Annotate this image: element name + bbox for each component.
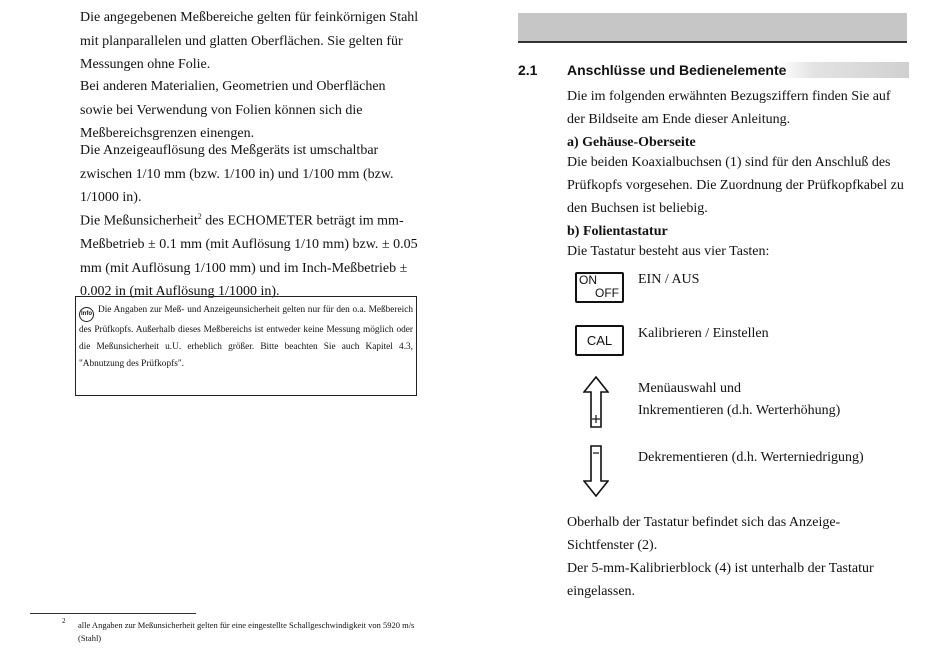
- down-arrow-minus-icon: [583, 445, 609, 497]
- paragraph-keypad-intro: Die Tastatur besteht aus vier Tasten:: [567, 244, 770, 259]
- paragraph-resolution: Die Anzeigeauflösung des Meßgeräts ist umschaltbar zwischen 1/10 mm (bzw. 1/100 in) und 1/100 mm (bzw. 1/1000 in).: [80, 143, 394, 205]
- uncertainty-rest: des ECHOMETER beträgt im mm-Meßbetrieb ± 0.1 mm (mit Auflösung 1/10 mm) bzw. ± 0.05 mm (mit Auflösung 1/100 mm) und im Inch-Meßbetrieb ± 0.002 in (mit Auflösung 1/1000 in).: [80, 213, 418, 300]
- increment-description-line2: Inkrementieren (d.h. Werterhöhung): [638, 403, 841, 418]
- increment-description-line1: Menüauswahl und: [638, 381, 742, 396]
- decrement-description: Dekrementieren (d.h. Werterniedrigung): [638, 450, 864, 465]
- paragraph-other-materials: Bei anderen Materialien, Geometrien und Oberflächen sowie bei Verwendung von Folien können sich die Meßbereichsgrenzen einengen.: [80, 79, 386, 141]
- page-header-bar: [518, 13, 907, 43]
- paragraph-measuring-ranges: Die angegebenen Meßbereiche gelten für feinkörnigen Stahl mit planparallelen und glatten Oberflächen. Sie gelten für Messungen ohne Folie.: [80, 10, 419, 72]
- section-number: 2.1: [518, 62, 538, 78]
- key-off-label: OFF: [595, 286, 619, 300]
- cal-description: Kalibrieren / Einstellen: [638, 326, 769, 341]
- up-arrow-plus-icon: [583, 376, 609, 428]
- info-box: [75, 296, 417, 396]
- paragraph-calibration-block: Der 5-mm-Kalibrierblock (4) ist unterhalb der Tastatur eingelassen.: [567, 561, 874, 599]
- subheading-membrane-keypad: b) Folientastatur: [567, 224, 668, 239]
- info-text: Die Angaben zur Meß- und Anzeigeunsicherheit gelten nur für den o.a. Meßbereich des Prüfkopfs. Außerhalb dieses Meßbereichs ist entweder keine Messung möglich oder die Meßunsicherheit u.U. erheblich größer. Bitte beachten Sie auch Kapitel 4.3, "Abnutzung des Prüfkopfs".: [79, 305, 413, 369]
- cal-key: CAL: [575, 325, 624, 356]
- paragraph-uncertainty: [80, 205, 420, 304]
- section-title: Anschlüsse und Bedienelemente: [567, 62, 909, 78]
- key-on-label: ON: [579, 273, 597, 287]
- footnote-number: 2: [62, 617, 66, 625]
- on-off-description: EIN / AUS: [638, 272, 700, 287]
- footnote-marker: 2: [197, 212, 202, 221]
- paragraph-intro: Die im folgenden erwähnten Bezugsziffern finden Sie auf der Bildseite am Ende dieser Anleitung.: [567, 89, 891, 127]
- paragraph-coax-sockets: Die beiden Koaxialbuchsen (1) sind für den Anschluß des Prüfkopfs vorgesehen. Die Zuordnung der Prüfkopfkabel zu den Buchsen ist beliebig.: [567, 155, 904, 216]
- info-icon: Info: [79, 307, 94, 322]
- subheading-housing-top: a) Gehäuse-Oberseite: [567, 135, 696, 150]
- footnote-divider: [30, 613, 196, 614]
- uncertainty-lead: Die Meßunsicherheit: [80, 213, 198, 229]
- footnote-text: alle Angaben zur Meßunsicherheit gelten für eine eingestellte Schallgeschwindigkeit von 5920 m/s (Stahl): [78, 620, 415, 643]
- paragraph-display-window: Oberhalb der Tastatur befindet sich das Anzeige-Sichtfenster (2).: [567, 515, 841, 553]
- on-off-key: [575, 272, 624, 303]
